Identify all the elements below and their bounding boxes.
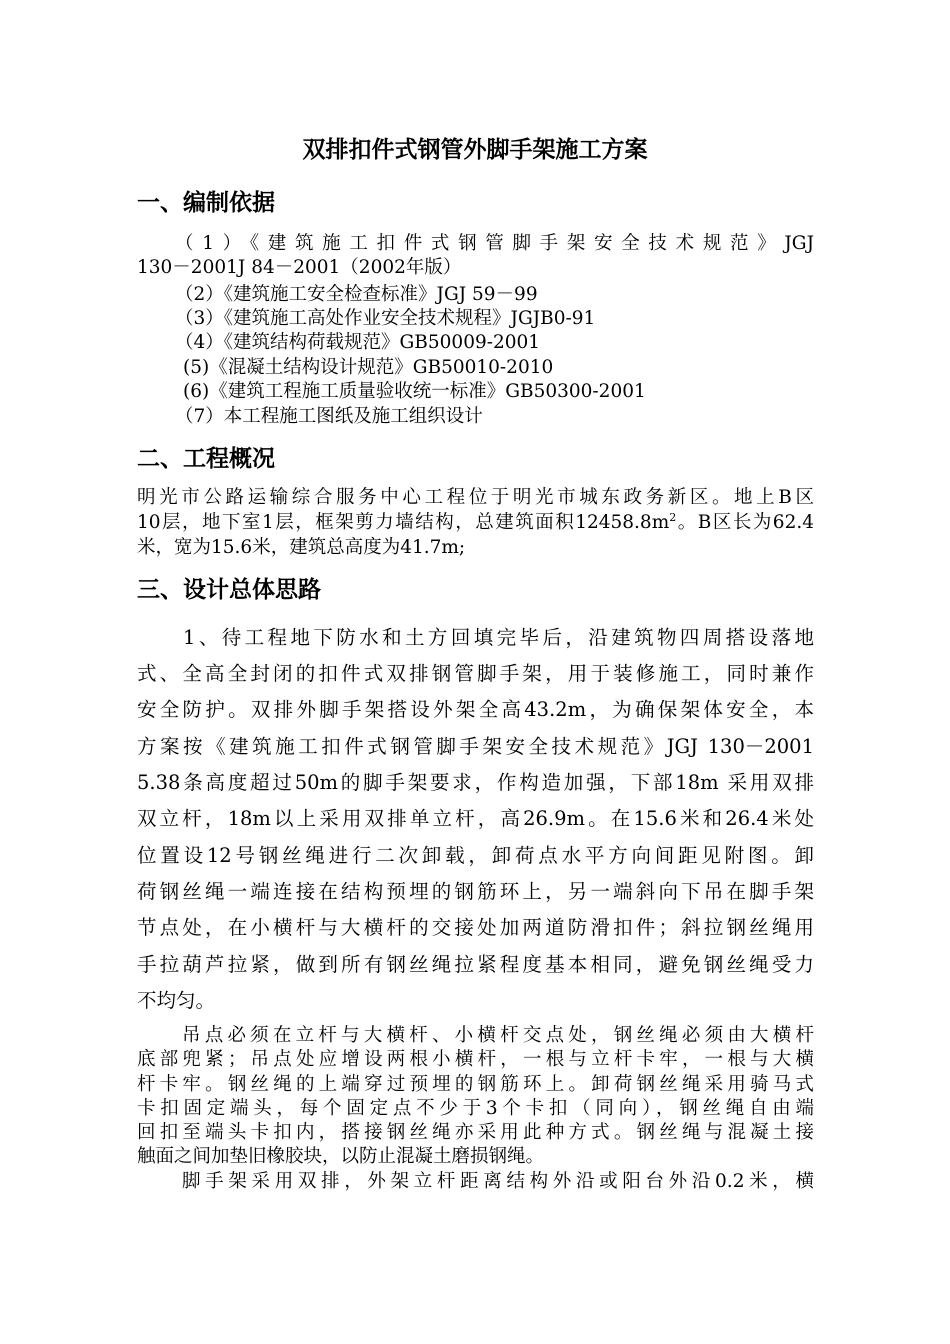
basis-item-5: (5)《混凝土结构设计规范》GB50010-2010	[183, 357, 554, 378]
design-para1-line-7: 位置设12号钢丝绳进行二次卸载，卸荷点水平方向间距见附图。卸	[137, 844, 814, 867]
design-para2-line-4: 卡扣固定端头，每个固定点不少于3个卡扣（同向），钢丝绳自由端	[137, 1098, 814, 1119]
section-heading-overview: 二、工程概况	[137, 446, 275, 472]
design-para2-line-2: 底部兜紧；吊点处应增设两根小横杆，一根与立杆卡牢，一根与大横	[137, 1049, 814, 1070]
basis-item-1-line-2: 130－2001J 84－2001（2002年版）	[137, 257, 462, 278]
design-para1-line-3: 安全防护。双排外脚手架搭设外架全高43.2m，为确保架体安全，本	[137, 698, 814, 721]
design-para1-line-2: 式、全高全封闭的扣件式双排钢管脚手架，用于装修施工，同时兼作	[137, 662, 814, 685]
basis-item-7: （7）本工程施工图纸及施工组织设计	[175, 406, 483, 427]
overview-line-2-tail: 。B区长为62.4	[676, 512, 815, 533]
design-para1-line-10: 手拉葫芦拉紧，做到所有钢丝绳拉紧程度基本相同，避免钢丝绳受力	[137, 953, 814, 976]
design-para1-line-1: 1、待工程地下防水和土方回填完毕后，沿建筑物四周搭设落地	[183, 626, 814, 649]
design-para1-line-5: 5.38条高度超过50m的脚手架要求，作构造加强，下部18m 采用双排	[137, 771, 814, 794]
design-para1-line-4: 方案按《建筑施工扣件式钢管脚手架安全技术规范》JGJ 130－2001	[137, 735, 814, 758]
design-para1-line-8: 荷钢丝绳一端连接在结构预埋的钢筋环上，另一端斜向下吊在脚手架	[137, 880, 814, 903]
design-para2-line-1: 吊点必须在立杆与大横杆、小横杆交点处，钢丝绳必须由大横杆	[182, 1025, 814, 1046]
section-heading-design: 三、设计总体思路	[137, 577, 321, 603]
basis-item-3: （3）《建筑施工高处作业安全技术规程》JGJB0-91	[175, 308, 596, 329]
superscript-2: 2	[669, 510, 677, 524]
basis-item-4: （4）《建筑结构荷载规范》GB50009-2001	[175, 332, 541, 353]
basis-item-6: (6)《建筑工程施工质量验收统一标准》GB50300-2001	[183, 381, 646, 402]
basis-item-1-line-1: （1）《建筑施工扣件式钢管脚手架安全技术规范》JGJ	[175, 233, 814, 254]
design-para2-line-5: 回扣至端头卡扣内，搭接钢丝绳亦采用此种方式。钢丝绳与混凝土接	[137, 1122, 814, 1143]
design-para1-line-9: 节点处，在小横杆与大横杆的交接处加两道防滑扣件；斜拉钢丝绳用	[137, 916, 814, 939]
overview-line-2-text: 10层，地下室1层，框架剪力墙结构，总建筑面积12458.8m	[137, 512, 670, 533]
section-heading-basis: 一、编制依据	[137, 190, 275, 216]
design-para1-line-6: 双立杆，18m以上采用双排单立杆，高26.9m。在15.6米和26.4米处	[137, 807, 814, 830]
document-title: 双排扣件式钢管外脚手架施工方案	[302, 137, 648, 163]
overview-line-2	[137, 511, 814, 535]
design-para3-line-1: 脚手架采用双排，外架立杆距离结构外沿或阳台外沿0.2米，横	[182, 1171, 814, 1192]
design-para1-line-11: 不均匀。	[137, 989, 216, 1012]
overview-line-1: 明光市公路运输综合服务中心工程位于明光市城东政务新区。地上B区	[137, 487, 814, 508]
design-para2-line-6: 触面之间加垫旧橡胶块，以防止混凝土磨损钢绳。	[137, 1146, 545, 1167]
basis-item-2: （2）《建筑施工安全检查标准》JGJ 59－99	[175, 284, 538, 305]
overview-line-3: 米，宽为15.6米，建筑总高度为41.7m;	[137, 537, 466, 558]
design-para2-line-3: 杆卡牢。钢丝绳的上端穿过预埋的钢筋环上。卸荷钢丝绳采用骑马式	[137, 1074, 814, 1095]
